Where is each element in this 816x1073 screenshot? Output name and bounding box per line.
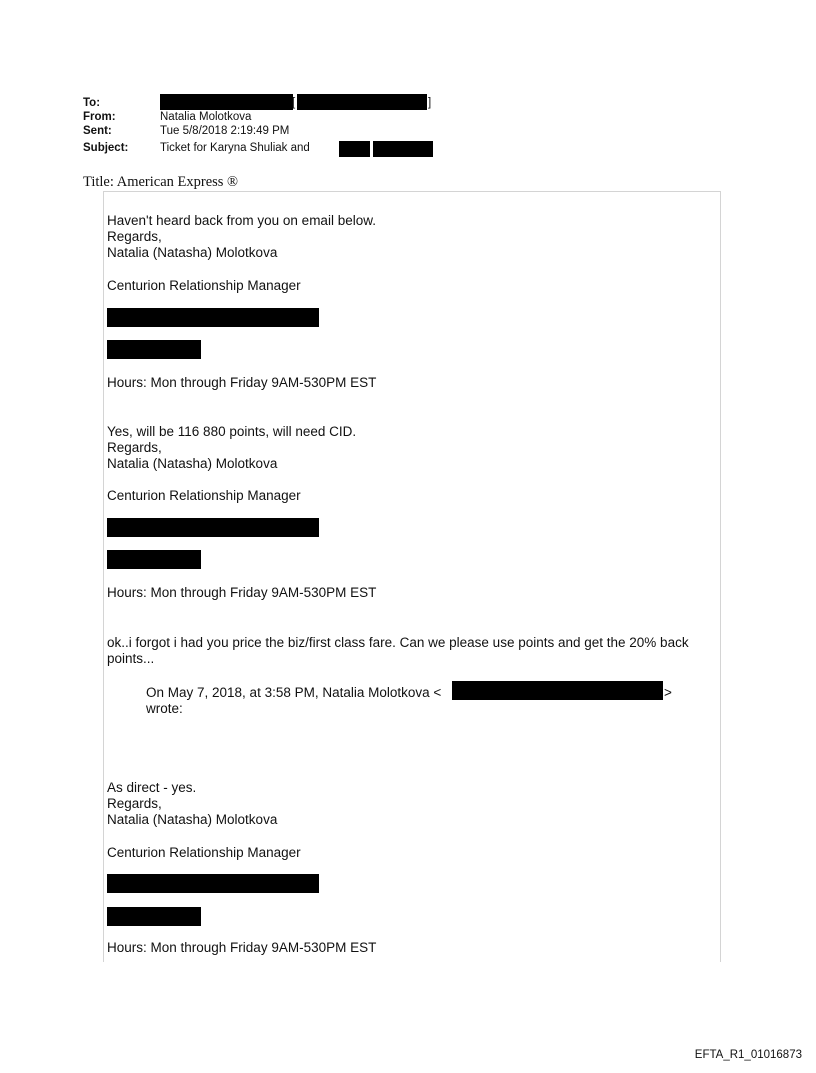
quote-attribution: On May 7, 2018, at 3:58 PM, Natalia Molotkova < — [146, 685, 442, 700]
block4-regards: Regards, — [107, 796, 162, 811]
redacted-subject-name-1 — [339, 141, 370, 157]
subject-value: Ticket for Karyna Shuliak and — [160, 142, 310, 154]
redacted-block4-contact-1 — [107, 874, 319, 893]
block1-role: Centurion Relationship Manager — [107, 278, 301, 293]
redacted-subject-name-2 — [373, 141, 433, 157]
sent-label: Sent: — [83, 125, 112, 137]
redacted-to-email — [297, 94, 427, 110]
sent-value: Tue 5/8/2018 2:19:49 PM — [160, 125, 290, 137]
block1-hours: Hours: Mon through Friday 9AM-530PM EST — [107, 375, 377, 390]
to-close-bracket: ] — [428, 97, 432, 109]
subject-label: Subject: — [83, 142, 129, 154]
to-label: To: — [83, 97, 101, 109]
quote-wrote: wrote: — [146, 701, 183, 716]
document-title: Title: American Express ® — [83, 174, 239, 190]
redacted-block2-contact-2 — [107, 550, 201, 569]
block2-hours: Hours: Mon through Friday 9AM-530PM EST — [107, 585, 377, 600]
block1-line1: Haven't heard back from you on email below. — [107, 213, 376, 228]
block4-role: Centurion Relationship Manager — [107, 845, 301, 860]
block3-line1: ok..i forgot i had you price the biz/first class fare. Can we please use points and get the 20% back points... — [107, 635, 689, 666]
block1-regards: Regards, — [107, 229, 162, 244]
block2-name: Natalia (Natasha) Molotkova — [107, 456, 278, 471]
quote-close-angle: > — [664, 685, 672, 700]
redacted-block2-contact-1 — [107, 518, 319, 537]
block1-name: Natalia (Natasha) Molotkova — [107, 245, 278, 260]
block4-name: Natalia (Natasha) Molotkova — [107, 812, 278, 827]
to-open-bracket: [ — [292, 97, 296, 109]
block4-line1: As direct - yes. — [107, 780, 197, 795]
redacted-block1-contact-2 — [107, 340, 201, 359]
from-value: Natalia Molotkova — [160, 111, 252, 123]
redacted-block4-contact-2 — [107, 907, 201, 926]
redacted-to-name — [160, 94, 296, 110]
redacted-quote-email — [452, 681, 663, 700]
block4-hours: Hours: Mon through Friday 9AM-530PM EST — [107, 940, 377, 955]
document-id: EFTA_R1_01016873 — [694, 1049, 802, 1061]
redacted-block1-contact-1 — [107, 308, 319, 327]
from-label: From: — [83, 111, 116, 123]
block2-role: Centurion Relationship Manager — [107, 488, 301, 503]
block2-line1: Yes, will be 116 880 points, will need CID. — [107, 424, 357, 439]
block2-regards: Regards, — [107, 440, 162, 455]
